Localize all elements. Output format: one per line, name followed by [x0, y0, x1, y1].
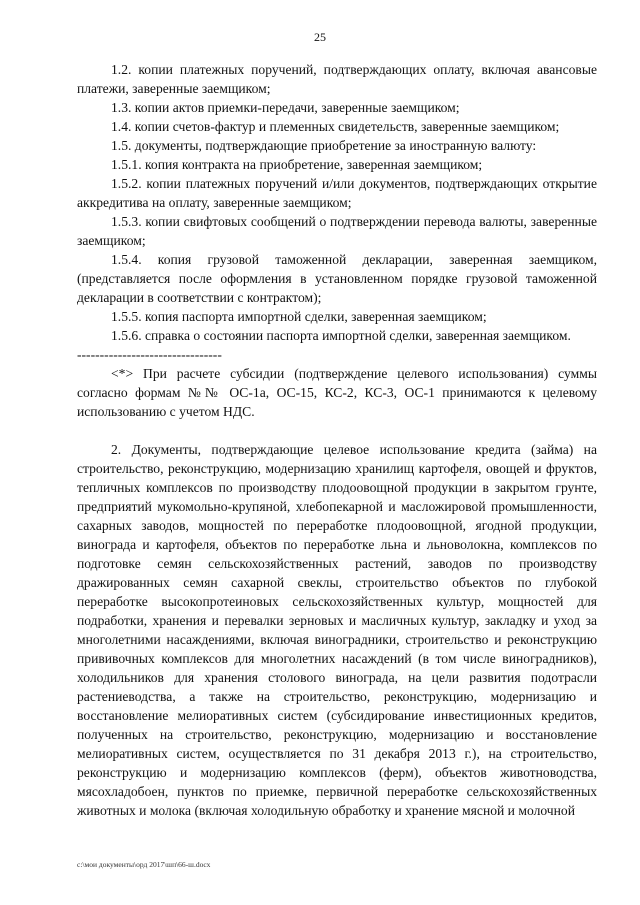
item-1-5-4: 1.5.4. копия грузовой таможенной декларации, заверенная заемщиком, (представляется после оформления в установленном порядке грузовой таможенной декларации в соответствии с контрактом); [77, 252, 597, 305]
item-1-5-2: 1.5.2. копии платежных поручений и/или документов, подтверждающих открытие аккредитива на оплату, заверенные заемщиком; [77, 176, 597, 210]
footnote: <*> При расчете субсидии (подтверждение целевого использования) суммы согласно формам №№ ОС-1а, ОС-15, КС-2, КС-3, ОС-1 принимаются к целевому использованию с учетом НДС. [77, 366, 597, 419]
footer-file-path: c:\мои документы\орд 2017\шп\66-ш.docx [77, 860, 211, 869]
item-1-2: 1.2. копии платежных поручений, подтверждающих оплату, включая авансовые платежи, заверенные заемщиком; [77, 62, 597, 96]
item-1-3: 1.3. копии актов приемки-передачи, заверенные заемщиком; [111, 100, 460, 115]
page-number: 25 [314, 30, 326, 44]
item-1-4: 1.4. копии счетов-фактур и племенных свидетельств, заверенные заемщиком; [111, 119, 560, 134]
document-body [77, 60, 597, 820]
item-1-5-1: 1.5.1. копия контракта на приобретение, заверенная заемщиком; [111, 157, 483, 172]
footnote-separator: -------------------------------- [77, 347, 222, 362]
item-1-5-3: 1.5.3. копии свифтовых сообщений о подтверждении перевода валюты, заверенные заемщиком; [77, 214, 597, 248]
item-1-5-6: 1.5.6. справка о состоянии паспорта импортной сделки, заверенная заемщиком. [111, 328, 571, 343]
item-1-5-5: 1.5.5. копия паспорта импортной сделки, заверенная заемщиком; [111, 309, 487, 324]
section-2-paragraph: 2. Документы, подтверждающие целевое использование кредита (займа) на строительство, реконструкцию, модернизацию хранилищ картофеля, овощей и фруктов, тепличных комплексов по производству плодоовощной продукции в закрытом грунте, предприятий мукомольно-крупяной, хлебопекарной и масложировой промышленности, сахарных заводов, мощностей по переработке плодоовощной, ягодной продукции, винограда и картофеля, объектов по переработке льна и льноволокна, комплексов по подготовке семян сельскохозяйственных растений, заводов по производству дражированных семян сахарной свеклы, строительство объектов по глубокой переработке высокопротеиновых сельскохозяйственных культур, мощностей для подработки, хранения и перевалки зерновых и масличных культур, закладку и уход за многолетними насаждениями, включая виноградники, строительство и реконструкцию прививочных комплексов для многолетних насаждений (в том числе виноградников), холодильников для хранения столового винограда, на цели развития подотрасли растениеводства, а также на строительство, реконструкцию, модернизацию и восстановление мелиоративных систем (субсидирование инвестиционных кредитов, полученных на строительство, реконструкцию, модернизацию и восстановление мелиоративных систем, осуществляется по 31 декабря 2013 г.), на строительство, реконструкцию и модернизацию комплексов (ферм), объектов животноводства, мясохладобоен, пунктов по приемке, первичной переработке сельскохозяйственных животных и молока (включая холодильную обработку и хранение мясной и молочной [77, 442, 597, 818]
item-1-5: 1.5. документы, подтверждающие приобретение за иностранную валюту: [111, 138, 537, 153]
